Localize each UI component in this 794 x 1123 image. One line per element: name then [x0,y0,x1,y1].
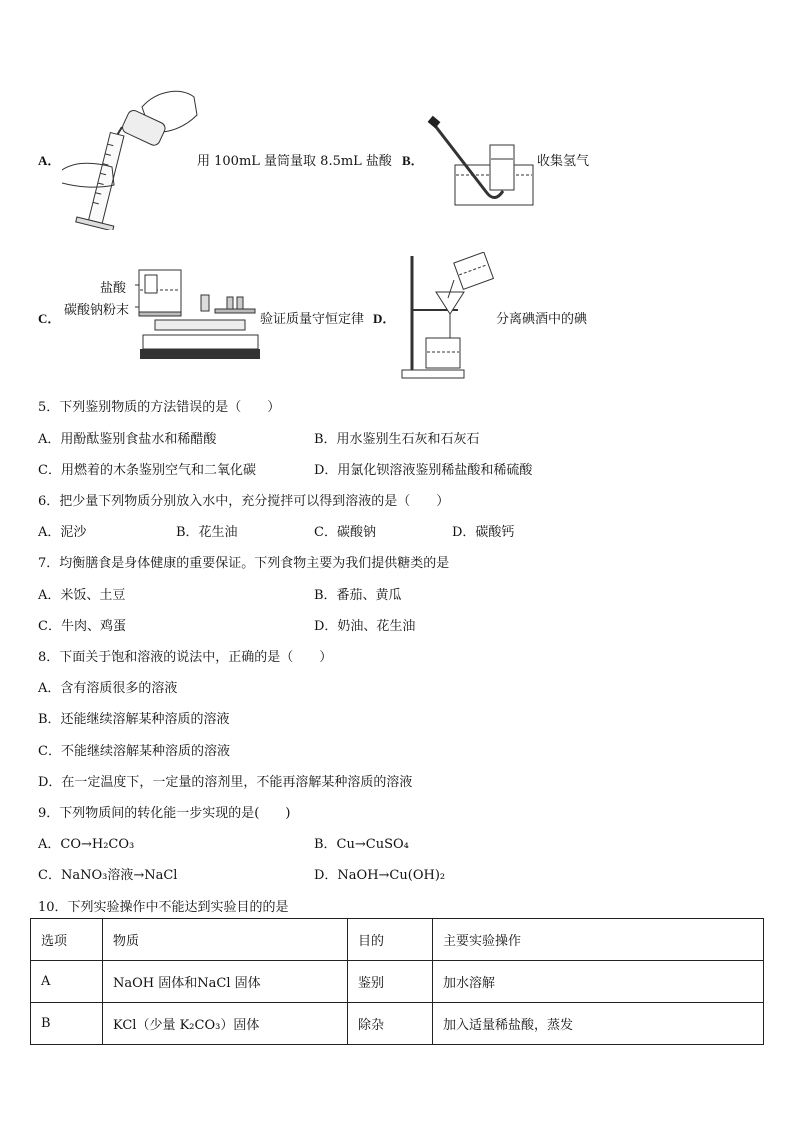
q7-option-a: A．米饭、土豆 [38,588,126,603]
question-10-stem: 10．下列实验操作中不能达到实验目的的是 [38,900,289,915]
table-header-cell: 物质 [103,919,348,961]
table-row [31,1003,764,1045]
table-row [31,961,764,1003]
table-cell: A [31,961,103,1003]
option-c-caption: 验证质量守恒定律 [260,312,365,327]
table-cell: B [31,1003,103,1045]
question-8-stem: 8．下面关于饱和溶液的说法中，正确的是（ ） [38,650,333,665]
q6-option-b: B．花生油 [176,525,238,540]
q7-option-c: C．牛肉、鸡蛋 [38,619,126,634]
label-hydrochloric-acid: 盐酸 [100,281,127,296]
question-5-stem: 5．下列鉴别物质的方法错误的是（ ） [38,400,281,415]
table-header-cell: 主要实验操作 [433,919,764,961]
graduated-cylinder-pouring-figure [62,85,202,230]
q8-option-c: C．不能继续溶解某种溶质的溶液 [38,744,230,759]
q8-option-d: D．在一定温度下，一定量的溶剂里，不能再溶解某种溶质的溶液 [38,775,413,790]
label-sodium-carbonate: 碳酸钠粉末 [64,303,130,318]
table-cell: 加水溶解 [433,961,764,1003]
q9-option-d: D．NaOH→Cu(OH)₂ [314,868,446,883]
option-d-caption: 分离碘酒中的碘 [496,312,588,327]
q8-option-a: A．含有溶质很多的溶液 [38,681,178,696]
question-6-stem: 6．把少量下列物质分别放入水中，充分搅拌可以得到溶液的是（ ） [38,494,450,509]
q8-option-b: B．还能继续溶解某种溶质的溶液 [38,712,230,727]
filtration-figure [398,252,498,380]
q6-option-c: C．碳酸钠 [314,525,376,540]
option-b-caption: 收集氢气 [537,154,590,169]
q5-option-a: A．用酚酞鉴别食盐水和稀醋酸 [38,432,217,447]
table-cell: 加入适量稀盐酸，蒸发 [433,1003,764,1045]
q7-option-b: B．番茄、黄瓜 [314,588,402,603]
option-b-label: B． [402,153,424,168]
q9-option-c: C．NaNO₃溶液→NaCl [38,868,178,883]
q6-option-d: D．碳酸钙 [452,525,515,540]
experiment-table [30,918,764,1045]
q9-option-a: A．CO→H₂CO₃ [38,837,135,852]
option-d-label: D． [373,311,396,326]
table-header-cell: 选项 [31,919,103,961]
option-a-caption: 用 100mL 量筒量取 8.5mL 盐酸 [197,154,392,169]
gas-collection-figure [425,115,535,210]
q5-option-d: D．用氯化钡溶液鉴别稀盐酸和稀硫酸 [314,463,533,478]
balance-figure [135,265,260,365]
q7-option-d: D．奶油、花生油 [314,619,416,634]
option-c-label: C． [38,311,61,326]
table-cell: 鉴别 [348,961,433,1003]
q5-option-b: B．用水鉴别生石灰和石灰石 [314,432,480,447]
option-a-label: A． [38,153,61,168]
table-header-row [31,919,764,961]
question-9-stem: 9．下列物质间的转化能一步实现的是( ) [38,806,291,821]
q9-option-b: B．Cu→CuSO₄ [314,837,409,852]
table-header-cell: 目的 [348,919,433,961]
table-cell: KCl（少量 K₂CO₃）固体 [103,1003,348,1045]
table-cell: 除杂 [348,1003,433,1045]
question-7-stem: 7．均衡膳食是身体健康的重要保证。下列食物主要为我们提供糖类的是 [38,556,450,571]
q5-option-c: C．用燃着的木条鉴别空气和二氧化碳 [38,463,256,478]
q6-option-a: A．泥沙 [38,525,87,540]
table-cell: NaOH 固体和NaCl 固体 [103,961,348,1003]
